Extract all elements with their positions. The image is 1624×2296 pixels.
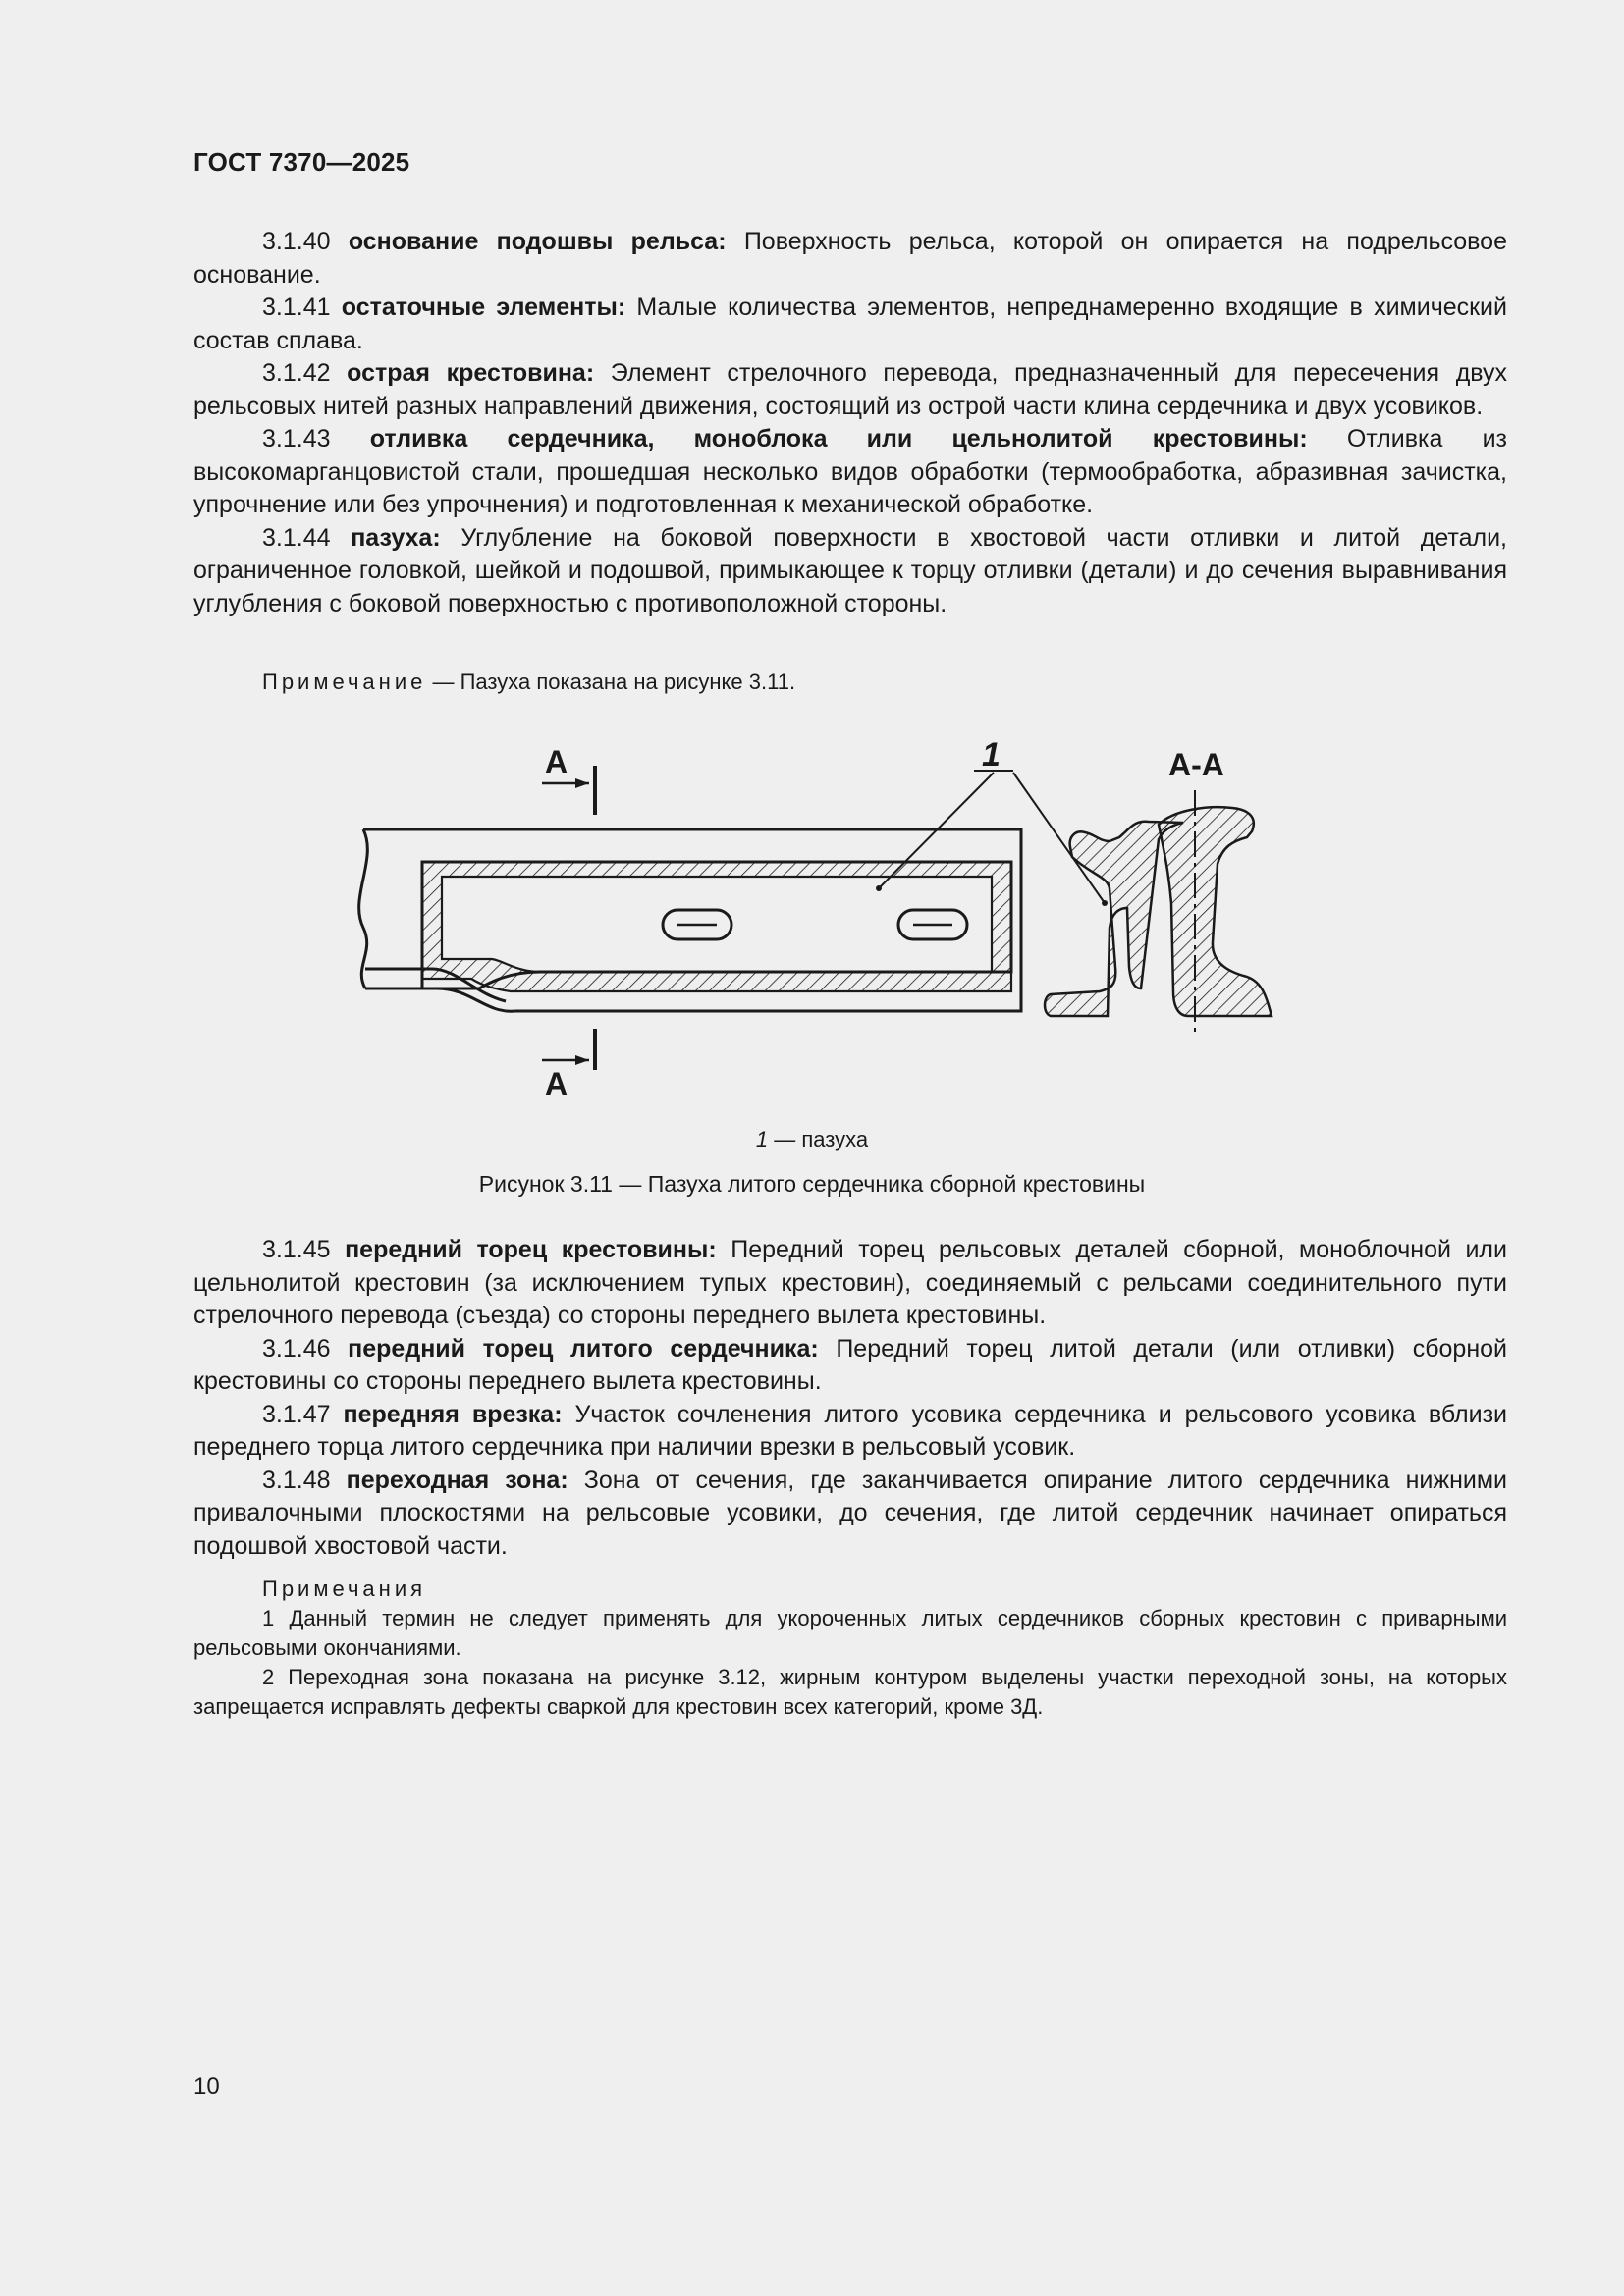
- terms-section-2: [193, 1234, 1507, 1563]
- rail-section-view: [1045, 790, 1272, 1036]
- section-label: A-A: [1168, 747, 1224, 782]
- note-1: Примечание — Пазуха показана на рисунке 3.11.: [262, 669, 796, 694]
- svg-text:A: A: [545, 744, 568, 779]
- term-entry: 3.1.45 передний торец крестовины: Передний торец рельсовых деталей сборной, моноблочной или цельнолитой крестовин (за исключением тупых крестовин), соединяемый с рельсами соединительного пути стрелочного перевода (съезда) со стороны переднего вылета крестовины.: [193, 1236, 1507, 1329]
- term-entry: 3.1.41 остаточные элементы: Малые количества элементов, непреднамеренно входящие в химический состав сплава.: [193, 294, 1507, 354]
- term-entry: 3.1.48 переходная зона: Зона от сечения, где заканчивается опирание литого сердечника нижними привалочными плоскостями на рельсовые усовики, до сечения, где литой сердечник начинает опираться подошвой хвостовой части.: [193, 1466, 1508, 1560]
- note-text: Пазуха показана на рисунке 3.11.: [460, 669, 796, 694]
- section-marker-top: [542, 744, 595, 815]
- slot-left: [663, 910, 731, 939]
- notes-label: Примечания: [262, 1576, 427, 1601]
- term-entry: 3.1.43 отливка сердечника, моноблока или цельнолитой крестовины: Отливка из высокомарганцовистой стали, прошедшая несколько видов обработки (термообработка, абразивная зачистка, упрочнение или без упрочнения) и подготовленная к механической обработке.: [193, 425, 1508, 518]
- term-entry: 3.1.46 передний торец литого сердечника: Передний торец литой детали (или отливки) сборной крестовины со стороны переднего вылета крестовины.: [193, 1334, 1507, 1395]
- note-label: Примечание: [262, 669, 427, 694]
- term-entry: 3.1.42 острая крестовина: Элемент стрелочного перевода, предназначенный для пересечения двух рельсовых нитей разных направлений движения, состоящий из острой части клина сердечника и двух усовиков.: [193, 359, 1508, 420]
- terms-section-1: [193, 226, 1507, 620]
- note-item: 1 Данный термин не следует применять для укороченных литых сердечников сборных крестовин с приварными рельсовыми окончаниями.: [193, 1606, 1507, 1660]
- figure-caption: Рисунок 3.11 — Пазуха литого сердечника сборной крестовины: [478, 1171, 1146, 1197]
- svg-text:1: 1: [982, 736, 1001, 774]
- figure-3-11: [344, 731, 1355, 1109]
- term-entry: 3.1.40 основание подошвы рельса: Поверхность рельса, которой он опирается на подрельсовое основание.: [193, 228, 1507, 289]
- hatched-frame: [422, 862, 1011, 991]
- term-entry: 3.1.44 пазуха: Углубление на боковой поверхности в хвостовой части отливки и литой детали, ограниченное головкой, шейкой и подошвой, примыкающее к торцу отливки (детали) и до сечения выравнивания углубления с боковой поверхностью с противоположной стороны.: [193, 523, 1507, 617]
- document-header: ГОСТ 7370—2025: [193, 147, 410, 177]
- figure-legend: 1 — пазуха: [755, 1127, 869, 1151]
- page-number: 10: [193, 2073, 220, 2100]
- svg-text:A: A: [545, 1066, 568, 1101]
- term-entry: 3.1.47 передняя врезка: Участок сочленения литого усовика сердечника и рельсового усовика вблизи переднего торца литого сердечника при наличии врезки в рельсовый усовик.: [193, 1400, 1507, 1461]
- note-2: [193, 1575, 1507, 1722]
- section-marker-bottom: [542, 1029, 595, 1101]
- slot-right: [898, 910, 967, 939]
- note-item: 2 Переходная зона показана на рисунке 3.12, жирным контуром выделены участки переходной зоны, на которых запрещается исправлять дефекты сваркой для крестовин всех категорий, кроме 3Д.: [193, 1665, 1507, 1719]
